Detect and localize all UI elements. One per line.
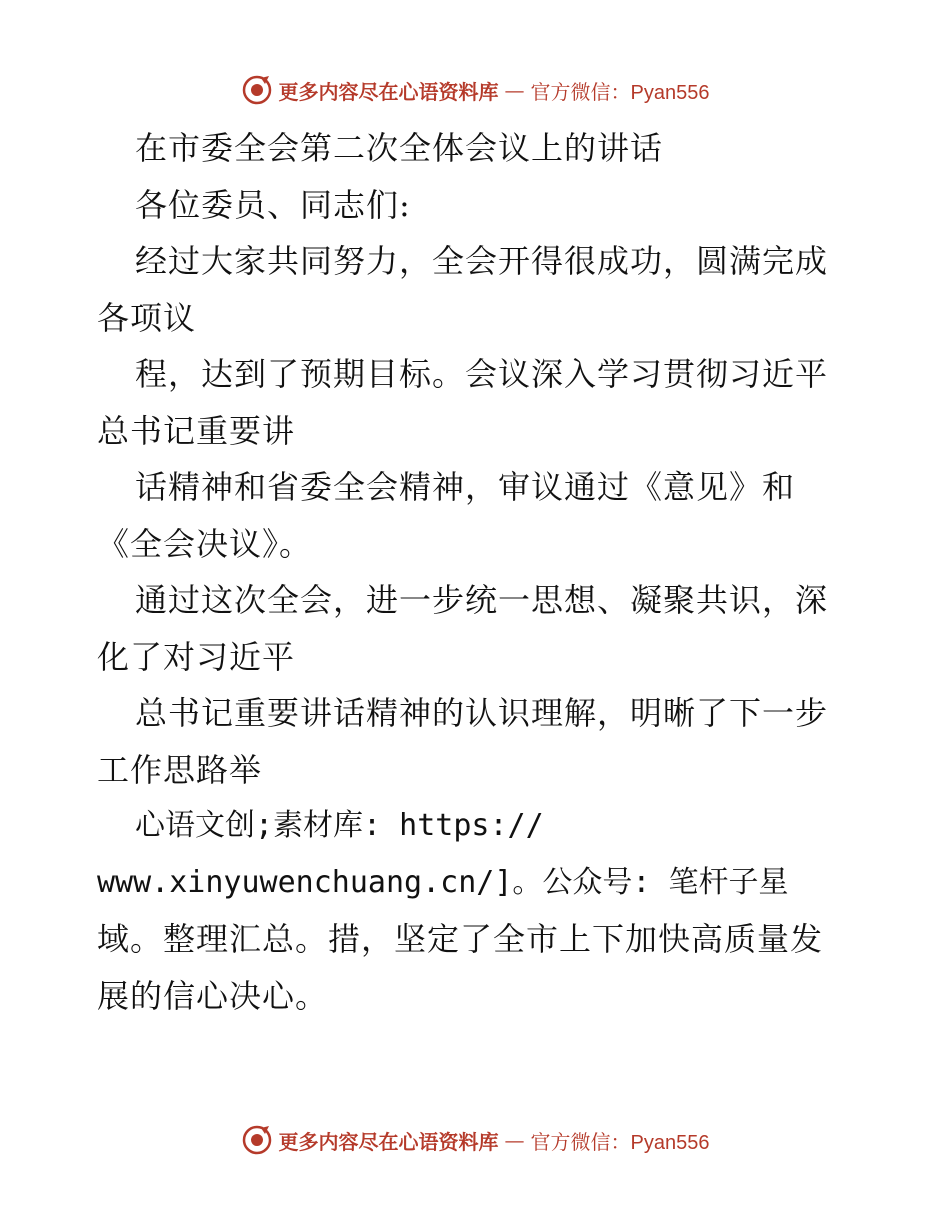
salutation: 各位委员、同志们: xyxy=(135,185,411,224)
banner-separator: — xyxy=(504,78,525,102)
brand-logo-icon xyxy=(241,1124,273,1156)
document-title: 在市委全会第二次全体会议上的讲话 xyxy=(135,129,664,167)
banner-wechat-text: 官方微信：Pyan556 xyxy=(530,81,710,104)
source-line: 心语文创;素材库: https:// xyxy=(135,808,544,843)
paragraph-line: 化了对习近平 xyxy=(97,637,296,676)
banner-promo-text: 更多内容尽在心语资料库 xyxy=(278,1129,499,1154)
banner-separator: — xyxy=(504,1128,525,1152)
header-watermark-banner xyxy=(0,70,950,110)
paragraph-line: 《全会决议》。 xyxy=(97,524,313,563)
paragraph-line: 域。整理汇总。措，坚定了全市上下加快高质量发 xyxy=(97,920,824,958)
banner-promo-text: 更多内容尽在心语资料库 xyxy=(278,79,499,104)
paragraph-line: 通过这次全会，进一步统一思想、凝聚共识，深 xyxy=(135,581,829,619)
banner-wechat-text: 官方微信：Pyan556 xyxy=(530,1131,710,1154)
footer-watermark-banner xyxy=(0,1120,950,1160)
source-url-line: www.xinyuwenchuang.cn/]。公众号: 笔杆子星 xyxy=(97,864,789,900)
paragraph-line: 经过大家共同努力，全会开得很成功，圆满完成 xyxy=(135,242,829,280)
paragraph-line: 总书记重要讲 xyxy=(97,411,296,450)
paragraph-line: 工作思路举 xyxy=(97,750,263,789)
brand-logo-icon xyxy=(241,74,273,106)
document-body xyxy=(97,120,857,1024)
paragraph-line: 各项议 xyxy=(97,298,197,337)
paragraph-line: 话精神和省委全会精神，审议通过《意见》和 xyxy=(135,468,796,506)
paragraph-line: 程，达到了预期目标。会议深入学习贯彻习近平 xyxy=(135,355,829,393)
paragraph-line: 展的信心决心。 xyxy=(97,976,329,1015)
paragraph-line: 总书记重要讲话精神的认识理解，明晰了下一步 xyxy=(135,694,829,732)
